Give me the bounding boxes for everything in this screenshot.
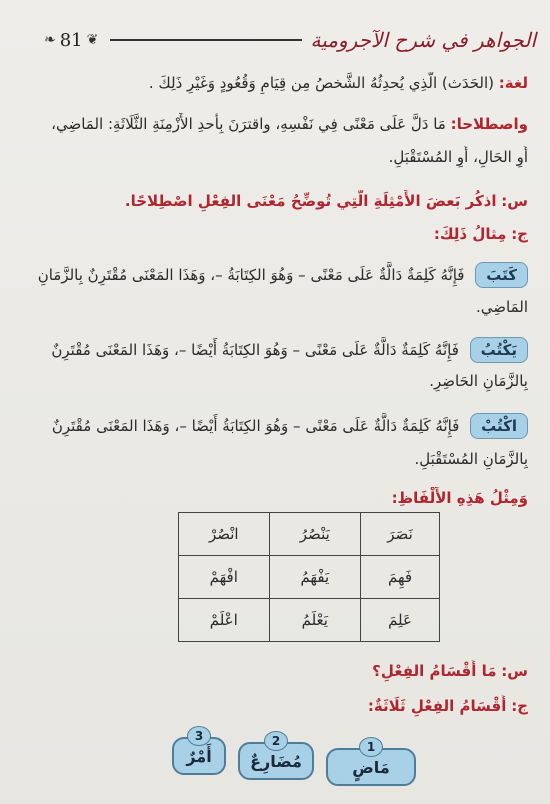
istilah-text-1: مَا دَلَّ عَلَى مَعْنًى فِي نَفْسِهِ، واقترَنَ بِأَحدِ الأَزْمِنَةِ الثَّلَاثَةِ: المَاضِي، [51,115,446,133]
category-past [326,740,416,786]
istilah-text-2: أَوِ الحَالِ، أَوِ المُسْتَقْبَلِ. [388,148,528,166]
lugha-label: لغة: [498,74,528,92]
lugha-text: (الحَدَث) الَّذِي يُحدِثُهُ الشَّخصُ مِن قِيَامٍ وَقُعُودٍ وَغَيْرِ ذَلِكَ . [148,74,495,92]
istilah-label: واصطلاحا: [450,115,528,133]
example-3-badge: اكْتُبْ [470,413,528,439]
table-cell: فَهِمَ [361,556,440,599]
example-1 [18,262,528,288]
example-1-cont [18,296,528,318]
example-2-text-2: بِالزَّمَانِ الحَاضِرِ. [429,372,528,390]
question-2 [18,660,528,682]
category-present [238,734,314,780]
istilah-line-2 [18,146,528,168]
example-3-text-1: فَإِنَّهُ كَلِمَةٌ دَالَّةٌ عَلَى مَعْنًى – وَهُوَ الكِتَابَةُ أَيْضًا –، وَهَذَا المَعْنَى مُقْتَرِنٌ [51,417,460,435]
table-row [179,599,440,642]
category-present-label: مُضَارِعٌ [250,751,302,771]
question-1-text: اذكُر بَعضَ الأَمْثِلَةِ الَّتِي تُوضِّحُ مَعْنَى الفِعْلِ اصْطِلاحًا. [124,192,497,210]
table-cell: عَلِمَ [361,599,440,642]
example-1-badge: كَتَبَ [475,262,528,288]
page-header [40,22,536,58]
book-title: الجواهر في شرح الآجرومية [310,28,536,52]
example-3-text-2: بِالزَّمَانِ المُسْتَقْبَلِ. [414,450,528,468]
category-imperative-number: 3 [187,726,211,746]
table-cell: انْصُرْ [179,513,270,556]
answer-2-text: أَقْسَامُ الفِعْلِ ثَلَاثَةٌ: [367,697,507,715]
question-1-label: س: [501,192,528,210]
example-2-cont [18,370,528,392]
example-2-text-1: فَإِنَّهُ كَلِمَةٌ دَالَّةٌ عَلَى مَعْنًى – وَهُوَ الكِتَابَةُ أَيْضًا –، وَهَذَا المَعْنَى مُقْتَرِنٌ [51,341,459,359]
mithl-text: وَمِثْلُ هَذِهِ الأَلْفَاظِ: [391,489,528,507]
example-1-text-2: المَاضِي. [476,298,528,316]
example-3-cont [18,448,528,470]
table-row [179,556,440,599]
mithl-line [18,487,528,509]
question-2-text: مَا أَقْسَامُ الفِعْلِ؟ [372,662,497,680]
category-present-number: 2 [264,731,288,751]
example-1-text-1: فَإِنَّهُ كَلِمَةٌ دَالَّةٌ عَلَى مَعْنًى – وَهُوَ الكِتَابَةُ –، وَهَذَا المَعْنَى مُقْتَرِنٌ بِالزَّمَانِ [37,266,465,284]
lugha-line [18,72,528,94]
table-cell: يَفْهَمُ [269,556,361,599]
table-cell: اعْلَمْ [179,599,270,642]
category-imperative-label: أَمْرٌ [186,746,212,766]
istilah-line [18,113,528,135]
category-past-number: 1 [359,737,383,757]
page-number: 81 [59,29,83,51]
answer-1-text: مِثالُ ذَلِكَ: [433,225,507,243]
question-1 [18,190,528,212]
example-2 [18,337,528,363]
ornament-icon: ❦ [86,32,99,48]
category-imperative [172,729,226,775]
answer-2-label: ج: [511,697,528,715]
table-cell: افْهَمْ [179,556,270,599]
question-2-label: س: [501,662,528,680]
answer-1-label: ج: [511,225,528,243]
verbs-table [178,512,440,642]
ornament-icon: ❧ [44,32,56,48]
table-row [179,513,440,556]
category-past-label: مَاضٍ [352,757,390,777]
header-rule [110,39,302,41]
answer-2 [18,695,528,717]
table-cell: يَنْصُرُ [269,513,361,556]
example-3 [18,413,528,439]
answer-1 [18,223,528,245]
table-cell: يَعْلَمُ [269,599,361,642]
example-2-badge: يَكْتُبُ [470,337,528,363]
table-cell: نَصَرَ [361,513,440,556]
